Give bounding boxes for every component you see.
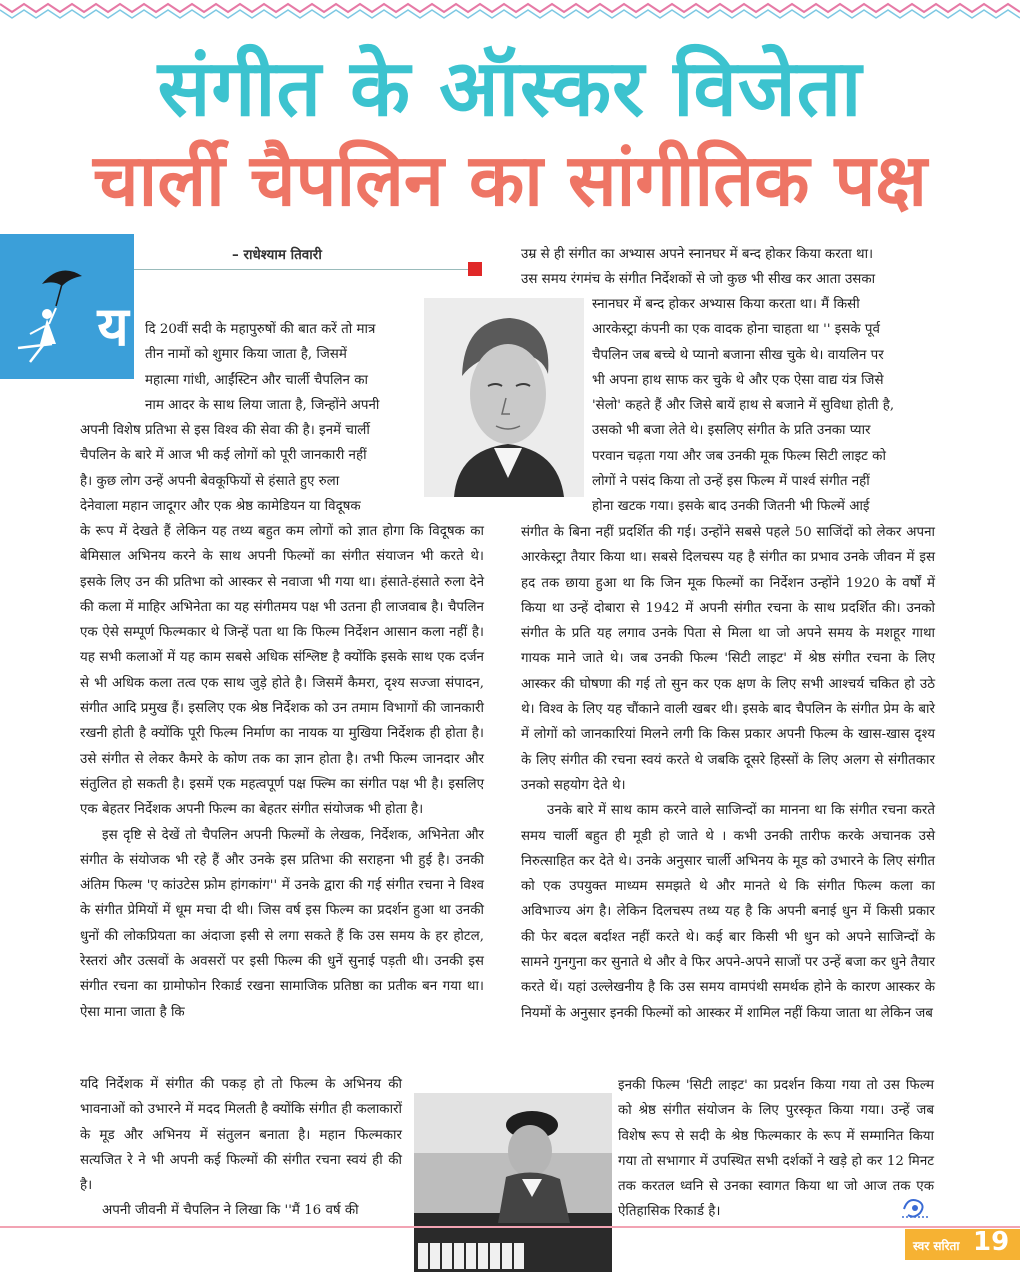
text-line: महात्मा गांधी, आईंस्टिन और चार्ली चैपलिन का [145, 372, 368, 388]
article-end-mark-icon [900, 1195, 930, 1221]
text-line: नाम आदर के साथ लिया जाता है, जिन्होंने अपनी [145, 397, 380, 413]
text-line: चैपलिन के बारे में आज भी कई लोगों को पूरी जानकारी नहीं [80, 448, 367, 464]
text-line: स्नानघर में बन्द होकर अभ्यास किया करता था। मैं किसी [592, 297, 860, 312]
text-line: चैपलिन जब बच्चे थे प्यानो बजाना सीख चुके थे। वायलिन पर [592, 347, 884, 363]
right-narrow-bottom [618, 1073, 934, 1225]
text-line: उम्र से ही संगीत का अभ्यास अपने स्नानघर में बन्द होकर किया करता था। [521, 247, 874, 262]
text-line: भी अपना हाथ साफ कर चुके थे और एक ऐसा वाद्य यंत्र जिसे [592, 372, 884, 388]
text-line: अपनी विशेष प्रतिभा से इस विश्व की सेवा की है। इनमें चार्ली [80, 423, 370, 438]
chaplin-portrait-photo [424, 298, 584, 497]
footer-divider [0, 1226, 1020, 1228]
paragraph: संगीत के बिना नहीं प्रदर्शित की गई। उन्होंने सबसे पहले 50 साजिंदों को लेकर अपना आरकेस्ट्रा तैयार किया था। सबसे दिलचस्प यह है संगीत का प्रभाव उनके जीवन में इस हद तक छाया हुआ था कि जिन मूक फिल्मों का निर्देशन उन्होंने 1920 के वर्षों में किया था उन्हें दोबारा से 1942 में अपनी संगीत रचना के साथ प्रदर्शित की। उनको संगीत के प्रति यह लगाव उनके पिता से मिला था जो अपने समय के मशहूर गाथा गायक माने जाते थे। जब उनकी फिल्म 'सिटी लाइट' में श्रेष्ठ संगीत रचना के लिए आस्कर की घोषणा की गई तो सुन कर एक क्षण के लिए सभी आश्चर्य चकित हो उठे थे। विश्व के लिए यह चौंकाने वाली खबर थी। इसके बाद चैपलिन के संगीत प्रेम के बारे में लोगों को जानकारियां मिलने लगी कि किस प्रकार अपनी फिल्म के खास-खास दृश्य के लिए संगीत की रचना स्वयं करते थे जबकि दूसरे हिस्सों के लिए अलग से संगीतकार उनको सहयोग देते थे। [521, 525, 935, 793]
chaplin-piano-photo [414, 1093, 612, 1272]
paragraph: इनकी फिल्म 'सिटी लाइट' का प्रदर्शन किया गया तो उस फिल्म को श्रेष्ठ संगीत संयोजन के लिए पुरस्कृत किया गया। उन्हें जब विशेष रूप से सदी के श्रेष्ठ फिल्मकार के रूप में सम्मानित किया गया तो सभागार में उपस्थित सभी दर्शकों ने खड़े हो कर 12 मिनट तक करतल ध्वनि से उनका स्वागत किया था जो आज तक एक ऐतिहासिक रिकार्ड है। [618, 1078, 934, 1220]
text-line: परवान चढ़ता गया और जब उनकी मूक फिल्म सिटी लाइट को [592, 448, 886, 464]
text-line: है। कुछ लोग उन्हें अपनी बेवकूफियों से हंसाते हुए रुला [80, 473, 340, 489]
byline-divider [134, 269, 470, 270]
paragraph: उनके बारे में साथ काम करने वाले साजिन्दों का मानना था कि संगीत रचना करते समय चार्ली बहुत ही मूडी हो जाते थे । कभी उनकी तारीफ करके अचानक उसे निरुत्साहित कर देते थे। उनके अनुसार चार्ली अभिनय के मूड को उभारने के लिए संगीत को एक उपयुक्त माध्यम समझते थे और मानते थे कि संगीत फिल्म कला का अविभाज्य अंग है। लेकिन दिलचस्प तथ्य यह है कि अपनी बनाई धुन में किसी प्रकार की फेर बदल बर्दाश्त नहीं करते थे। कई बार किसी भी धुन को अपने साजिन्दों के सामने गुनगुना कर सुनाते थे और वे फिर अपने-अपने साजों पर उन्हें बजा कर धुने तैयार करते थें। यहां उल्लेखनीय है कि उस समय वामपंथी समर्थक होने के कारण आस्कर के नियमों के अनुसार इनकी फिल्मों को आस्कर में शामिल नहीं किया जाता था लेकिन जब [521, 803, 935, 1021]
author-byline: – राधेश्याम तिवारी [232, 247, 322, 263]
page-footer-tag [905, 1229, 1020, 1260]
title-line-2: चार्ली चैपलिन का सांगीतिक पक्ष [92, 138, 928, 222]
text-line: दि 20वीं सदी के महापुरुषों की बात करें तो मात्र [145, 322, 376, 337]
text-line: होना खटक गया। इसके बाद उनकी जितनी भी फिल्में आई [592, 499, 870, 515]
magazine-name: स्वर सरिता [913, 1239, 960, 1253]
right-narrow-block [592, 292, 932, 520]
paragraph: अपनी जीवनी में चैपलिन ने लिखा कि ''मैं 16 वर्ष की [102, 1203, 359, 1219]
paragraph: इस दृष्टि से देखें तो चैपलिन अपनी फिल्मों के लेखक, निर्देशक, अभिनेता और संगीत के संयोजक भी रहे हैं और उनके इस प्रतिभा की सराहना भी हुई है। उनकी अंतिम फिल्म 'ए कांउटेस फ्रोम हांगकांग'' में उनके द्वारा की गई संगीत रचना ने विश्व के संगीत प्रेमियों में धूम मचा दी थी। जिस वर्ष इस फिल्म का प्रदर्शन हुआ था उनकी धुनों की लोकप्रियता का अंदाजा इसी से लगा सकते हैं कि उस समय के हर होटल, रेस्तरां और उत्सवों के अवसरों पर इसी फिल्म की धुनें सुनाई पड़ती थी। उनकी इस संगीत रचना का ग्रामोफोन रिकार्ड रखना सामाजिक प्रतिष्ठा का प्रतीक बन गया था। ऐसा माना जाता है कि [80, 827, 484, 1020]
dropcap-letter: य [97, 295, 129, 358]
paragraph: यदि निर्देशक में संगीत की पकड़ हो तो फिल्म के अभिनय की भावनाओं को उभारने में मदद मिलती है क्योंकि संगीत ही कलाकारों के मूड और अभिनय में संतुलन बनाता है। महान फिल्मकार सत्यजित रे ने भी अपनी कई फिल्मों की संगीत रचना स्वयं ही की है। [80, 1077, 402, 1194]
left-narrow-bottom [80, 1072, 402, 1224]
text-line: देनेवाला महान जादूगर और एक श्रेष्ठ कामेडियन या विदूषक [80, 498, 361, 514]
paragraph: के रूप में देखते हैं लेकिन यह तथ्य बहुत कम लोगों को ज्ञात होगा कि विदूषक का बेमिसाल अभिनय करने के साथ अपनी फिल्मों का संगीत संयाजन भी करते थे। इसके लिए उन की प्रतिभा को आस्कर से नवाजा भी गया था। हंसाते-हंसाते रुला देने की कला में माहिर अभिनेता का यह संगीतमय पक्ष भी उतना ही लाजवाब है। चैपलिन एक ऐसे सम्पूर्ण फिल्मकार थे जिन्हें पता था कि फिल्म निर्देशन आसान कला नहीं है। यह सभी कलाओं में यह काम सबसे अधिक संश्लिष्ट है क्योंकि इसके साथ एक दर्जन से भी अधिक कला तत्व एक साथ जुड़े होते है। जिसमें कैमरा, दृश्य सज्जा संपादन, संगीत आदि प्रमुख हैं। इसलिए एक श्रेष्ठ निर्देशक को उन तमाम विभागों की जानकारी रखनी होती है क्योंकि पूरी फिल्म निर्माण का नायक या मुखिया निर्देशक ही होता है। उसे संगीत से लेकर कैमरे के कोण तक का ज्ञान होता है। तभी फिल्म जानदार और संतुलित हो सकती है। इसमें एक महत्वपूर्ण पक्ष फ्ल्मि का संगीत पक्ष भी है। इसलिए एक बेहतर निर्देशक अपनी फिल्म का बेहतर संगीत संयोजक भी होता है। [80, 524, 484, 818]
right-top-block [521, 242, 935, 293]
text-line: उसको भी बजा लेते थे। इसलिए संगीत के प्रति उनका प्यार [592, 423, 871, 439]
left-column-body [80, 519, 484, 1025]
right-column-body [521, 520, 935, 1026]
text-line: आरकेस्ट्रा कंपनी का एक वादक होना चाहता था '' इसके पूर्व [592, 322, 880, 338]
text-line: तीन नामों को शुमार किया जाता है, जिसमें [145, 347, 347, 363]
left-dropcap-block [145, 317, 413, 418]
text-line: उस समय रंगमंच के संगीत निर्देशकों से जो कुछ भी सीख कर आता उसका [521, 272, 876, 288]
text-line: लोगों ने पसंद किया तो उन्हें इस फिल्म में पार्श्व संगीत नहीं [592, 474, 870, 490]
left-narrow-block [80, 418, 414, 519]
red-square-marker [468, 262, 482, 276]
title-line-1: संगीत के ऑस्कर विजेता [157, 44, 863, 134]
decorative-zigzag-border [0, 0, 1020, 20]
text-line: 'सेलो' कहते हैं और जिसे बायें हाथ से बजाने में सुविधा होती है, [592, 398, 895, 414]
page-number: 19 [973, 1227, 1010, 1257]
